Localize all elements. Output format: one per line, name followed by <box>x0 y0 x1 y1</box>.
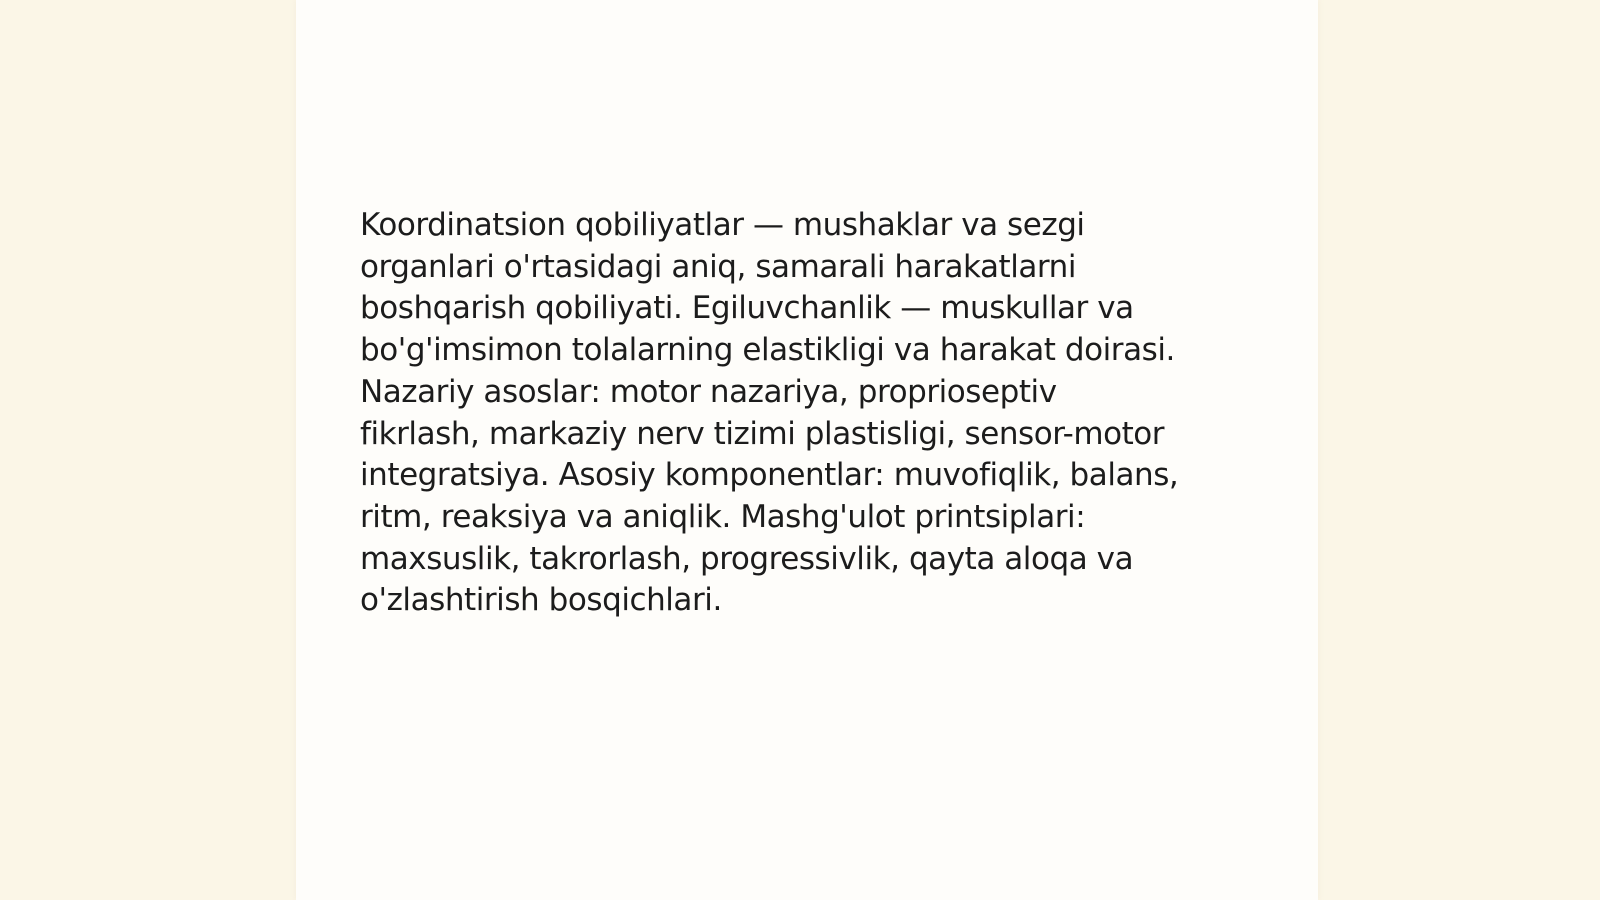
slide-body-text: Koordinatsion qobiliyatlar — mushaklar va sezgi organlari o'rtasidagi aniq, samarali harakatlarni boshqarish qobiliyati. Egiluvchanlik — muskullar va bo'g'imsimon tolalarning elastikligi va harakat doirasi. Nazariy asoslar: motor nazariya, proprioseptiv fikrlash, markaziy nerv tizimi plastisligi, sensor-motor integratsiya. Asosiy komponentlar: muvofiqlik, balans, ritm, reaksiya va aniqlik. Mashg'ulot printsiplari: maxsuslik, takrorlash, progressivlik, qayta aloqa va o'zlashtirish bosqichlari. <box>360 207 1179 619</box>
slide-canvas <box>296 0 1318 900</box>
